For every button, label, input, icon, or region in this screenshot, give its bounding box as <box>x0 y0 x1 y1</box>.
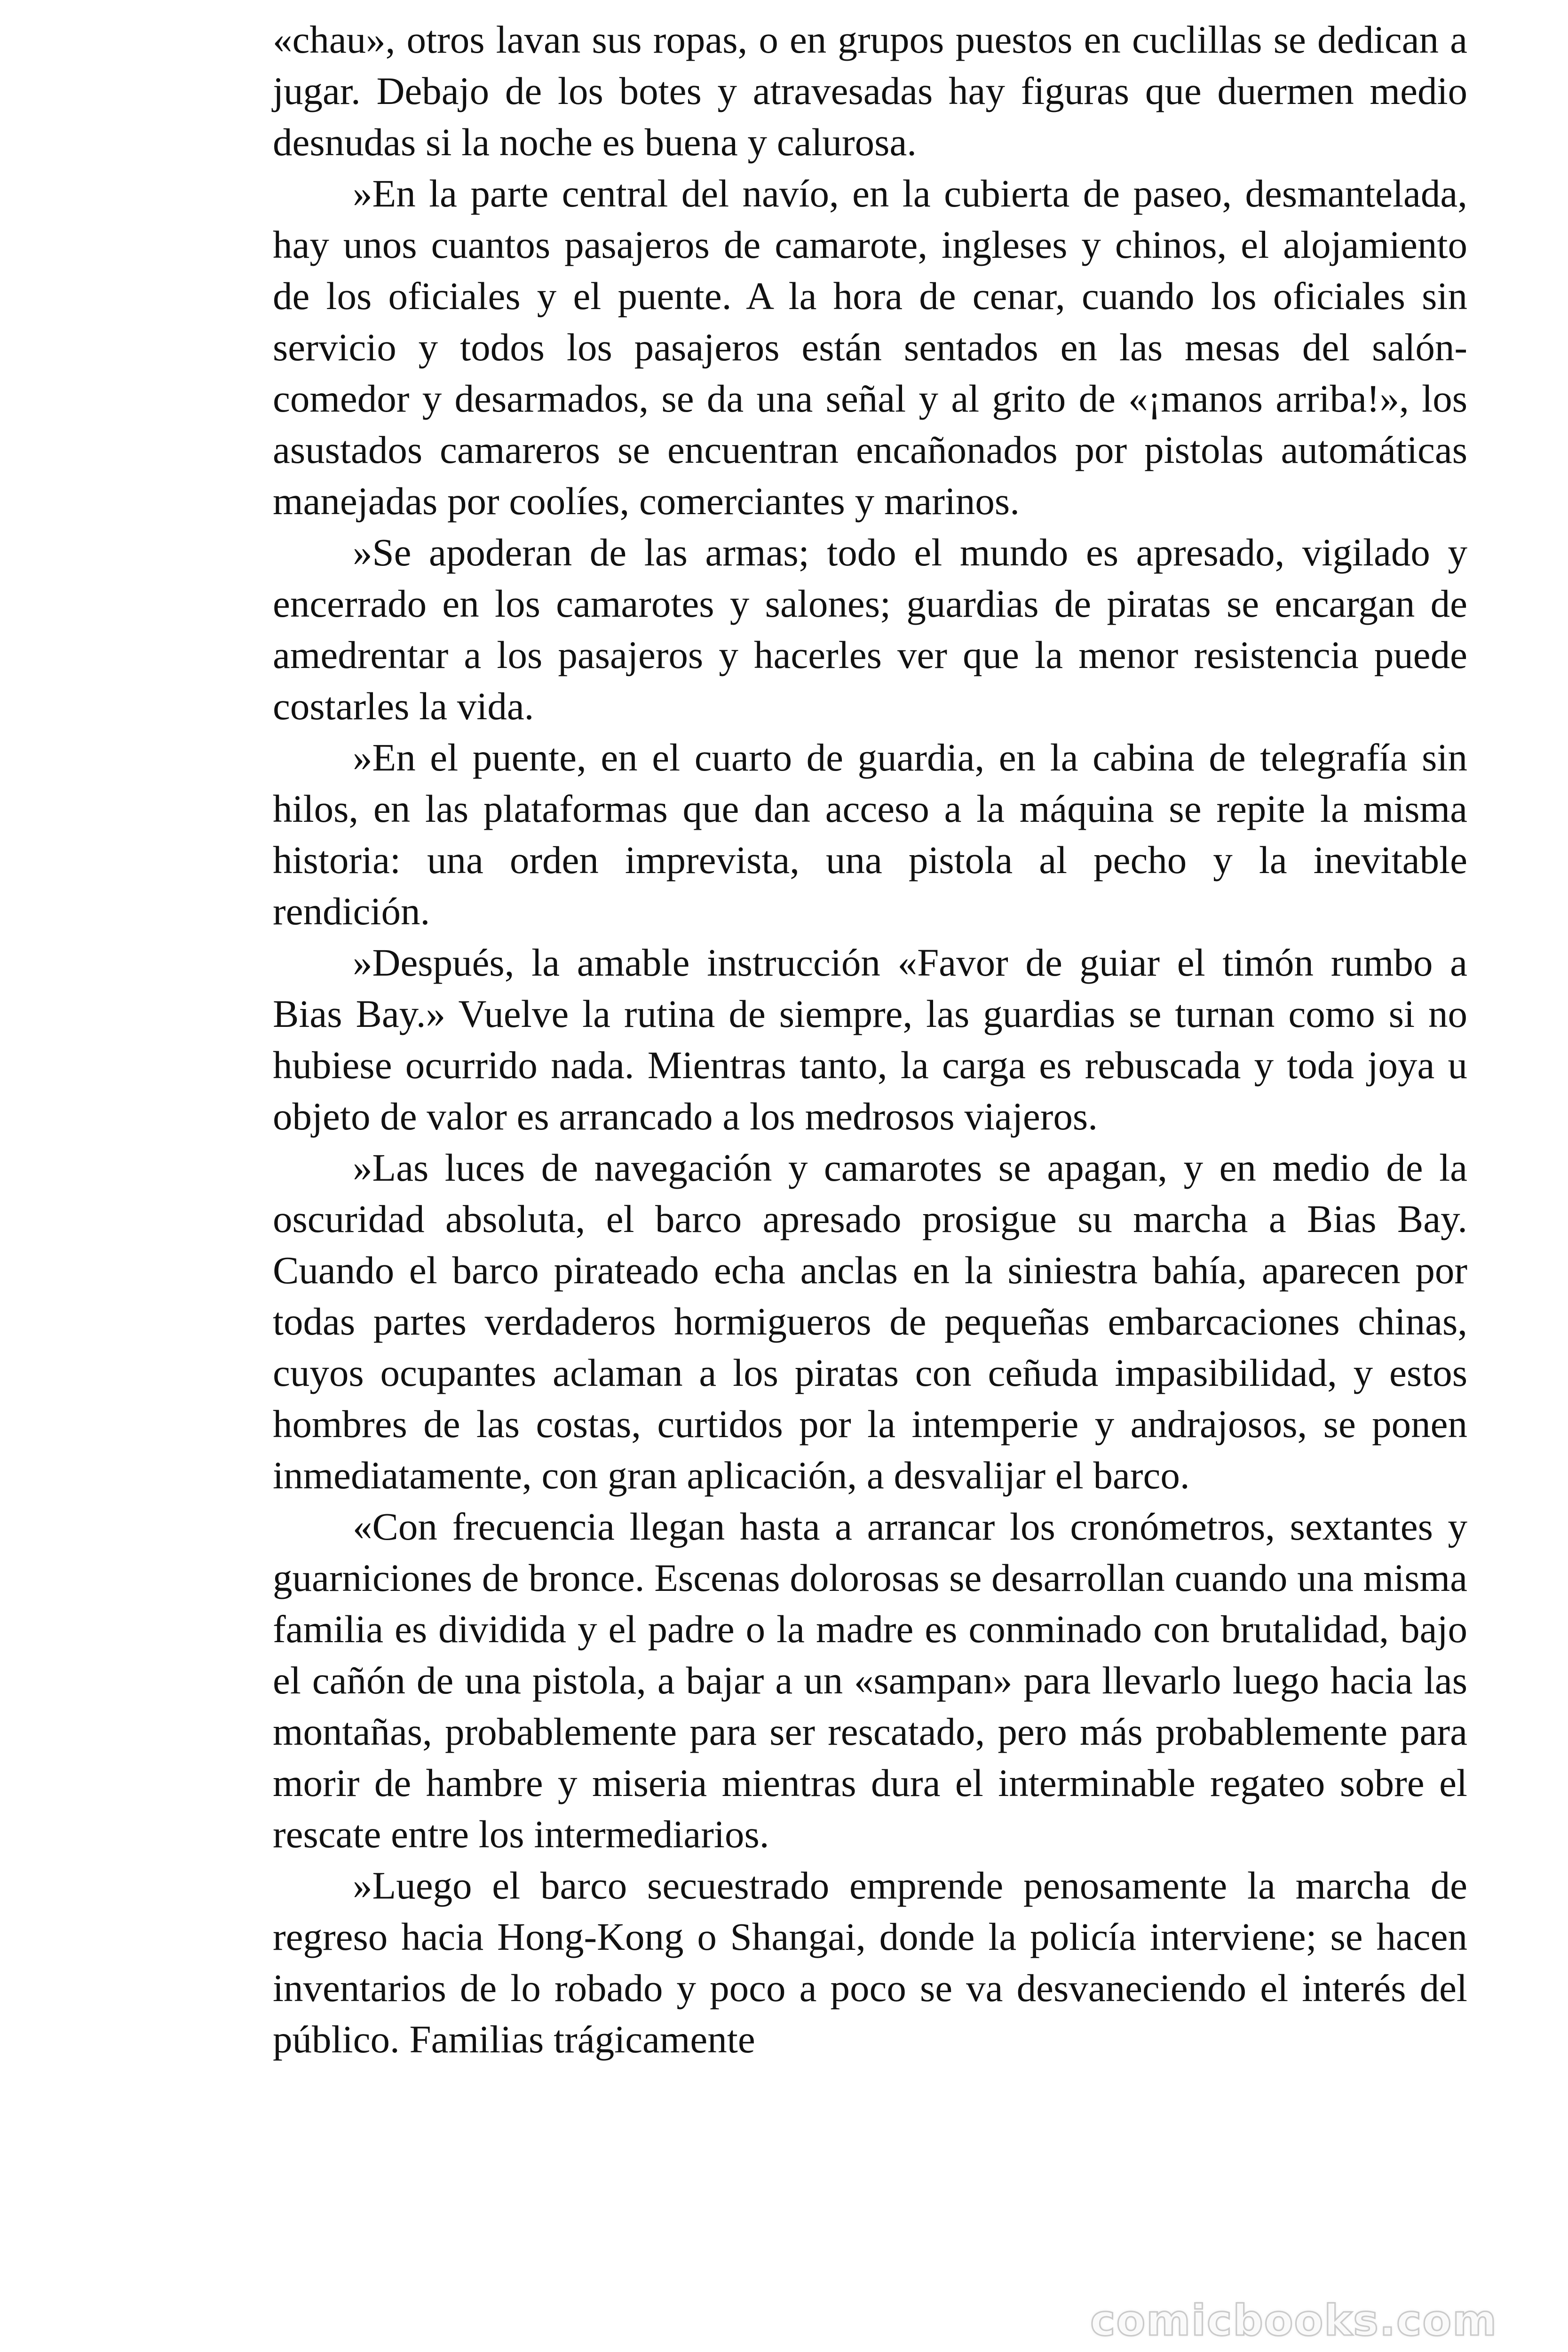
body-text <box>273 14 1467 2065</box>
paragraph-8: »Luego el barco secuestrado emprende penosamente la marcha de regreso hacia Hong-Kong o Shangai, donde la policía interviene; se hacen inventarios de lo robado y poco a poco se va desvaneciendo el interés del público. Familias trágicamente <box>273 1864 1467 2061</box>
paragraph-6: »Las luces de navegación y camarotes se apagan, y en medio de la oscuridad absoluta, el barco apresado prosigue su marcha a Bias Bay. Cuando el barco pirateado echa anclas en la siniestra bahía, aparecen por todas partes verdaderos hormigueros de pequeñas embarcaciones chinas, cuyos ocupantes aclaman a los piratas con ceñuda impasibilidad, y estos hombres de las costas, curtidos por la intemperie y andrajosos, se ponen inmediatamente, con gran aplicación, a desvalijar el barco. <box>273 1146 1467 1497</box>
watermark: comicbooks.com <box>1090 2296 1497 2345</box>
paragraph-4: »En el puente, en el cuarto de guardia, en la cabina de telegrafía sin hilos, en las plataformas que dan acceso a la máquina se repite la misma historia: una orden imprevista, una pistola al pecho y la inevitable rendición. <box>273 736 1467 933</box>
paragraph-2: »En la parte central del navío, en la cubierta de paseo, desmantelada, hay unos cuantos pasajeros de camarote, ingleses y chinos, el alojamiento de los oficiales y el puente. A la hora de cenar, cuando los oficiales sin servicio y todos los pasajeros están sentados en las mesas del salón-comedor y desarmados, se da una señal y al grito de «¡manos arriba!», los asustados camareros se encuentran encañonados por pistolas automáticas manejadas por coolíes, comerciantes y marinos. <box>273 172 1467 523</box>
paragraph-3: »Se apoderan de las armas; todo el mundo es apresado, vigilado y encerrado en los camarotes y salones; guardias de piratas se encargan de amedrentar a los pasajeros y hacerles ver que la menor resistencia puede costarles la vida. <box>273 531 1467 728</box>
paragraph-5: »Después, la amable instrucción «Favor de guiar el timón rumbo a Bias Bay.» Vuelve la rutina de siempre, las guardias se turnan como si no hubiese ocurrido nada. Mientras tanto, la carga es rebuscada y toda joya u objeto de valor es arrancado a los medrosos viajeros. <box>273 941 1467 1138</box>
paragraph-1: «chau», otros lavan sus ropas, o en grupos puestos en cuclillas se dedican a jugar. Debajo de los botes y atravesadas hay figuras que duermen medio desnudas si la noche es buena y calurosa. <box>273 18 1467 164</box>
paragraph-7: «Con frecuencia llegan hasta a arrancar los cronómetros, sextantes y guarniciones de bronce. Escenas dolorosas se desarrollan cuando una misma familia es dividida y el padre o la madre es conminado con brutalidad, bajo el cañón de una pistola, a bajar a un «sampan» para llevarlo luego hacia las montañas, probablemente para ser rescatado, pero más probablemente para morir de hambre y miseria mientras dura el interminable regateo sobre el rescate entre los intermediarios. <box>273 1505 1467 1856</box>
